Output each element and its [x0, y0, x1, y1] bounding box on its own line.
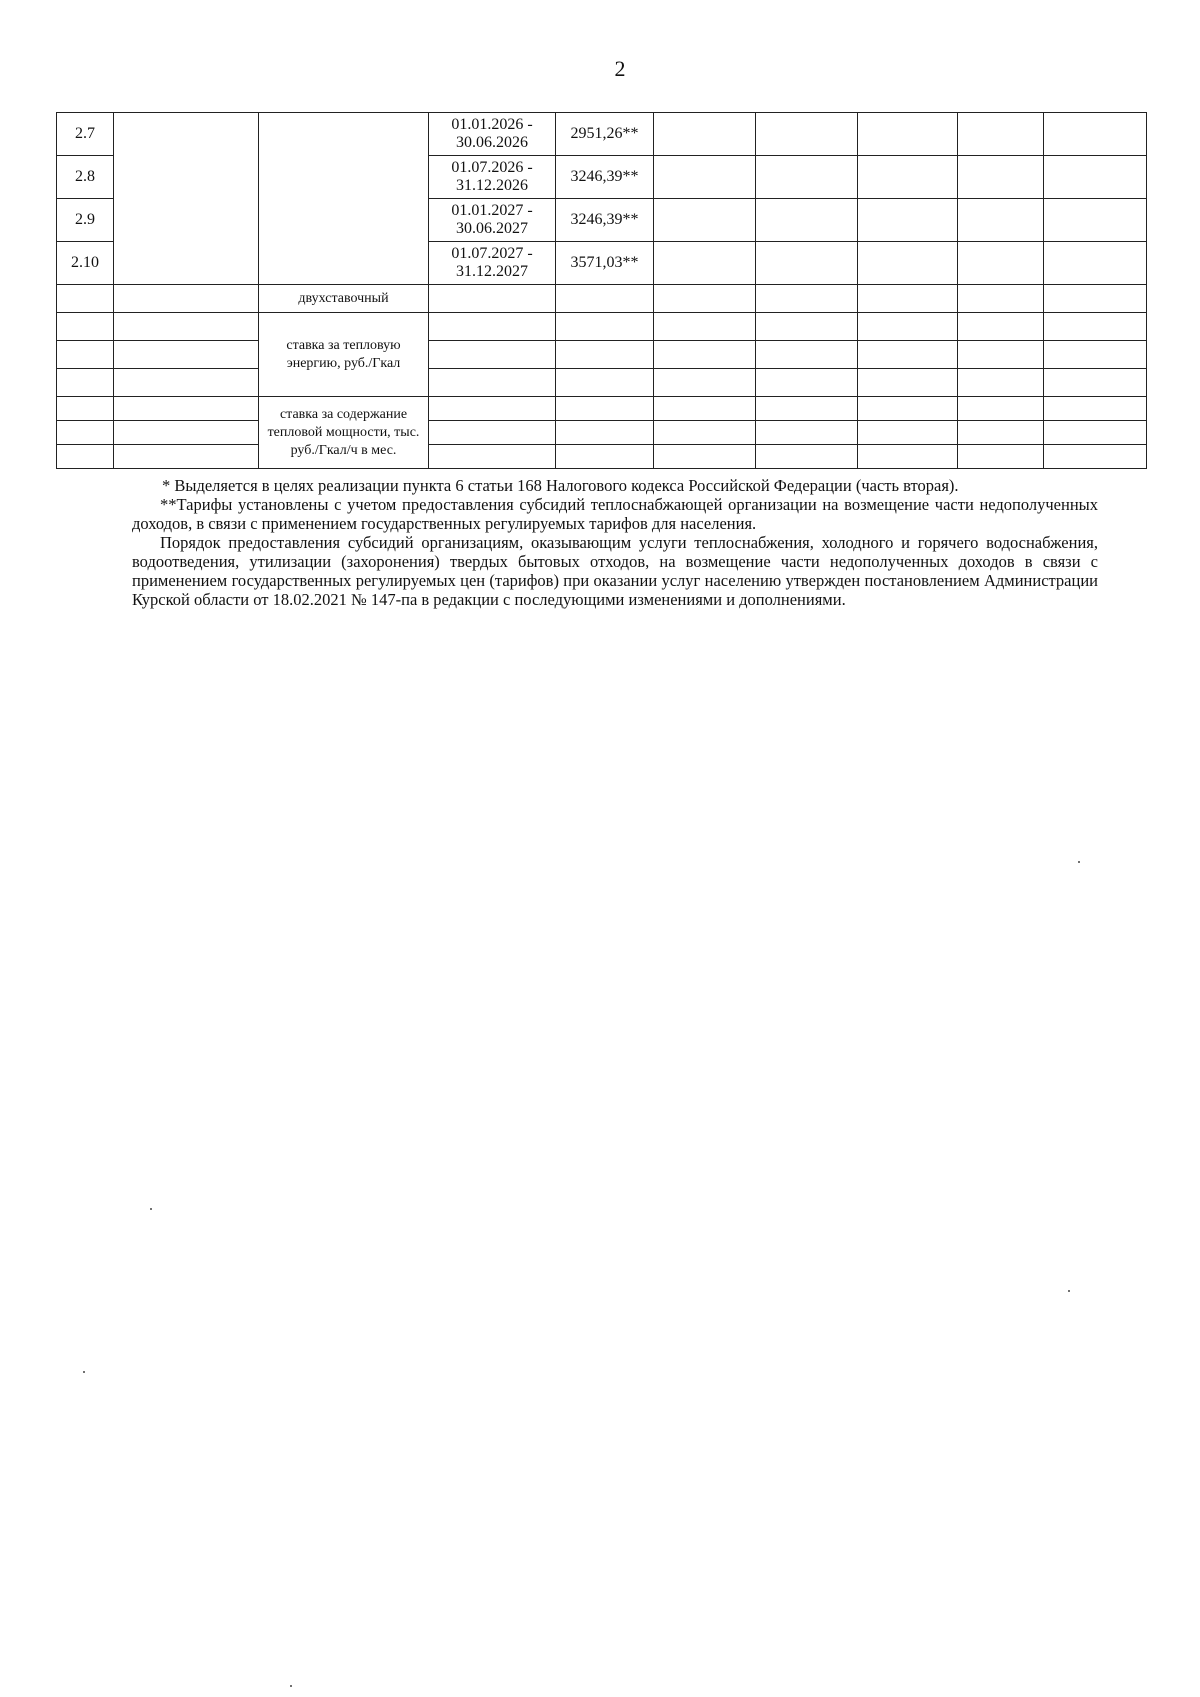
period-cell: 01.07.2026 - 31.12.2026 — [429, 156, 556, 199]
scan-speck — [83, 1371, 85, 1373]
footnote-procedure: Порядок предоставления субсидий организациям, оказывающим услуги теплоснабжения, холодного и горячего водоснабжения, водоотведения, утилизации (захоронения) твердых бытовых отходов, на возмещение части недополученных доходов в связи с применением государственных регулируемых цен (тарифов) при оказании услуг населению утвержден постановлением Администрации Курской области от 18.02.2021 № 147-па в редакции с последующими изменениями и дополнениями. — [132, 533, 1098, 609]
period-cell: 01.07.2027 - 31.12.2027 — [429, 242, 556, 285]
capacity-rate-label: ставка за содержание тепловой мощности, тыс. руб./Гкал/ч в мес. — [259, 397, 429, 469]
empty-cell — [259, 113, 429, 285]
scan-speck — [290, 1685, 292, 1687]
table-row — [57, 113, 1147, 156]
scan-speck — [1068, 1290, 1070, 1292]
footnotes — [132, 476, 1098, 609]
tariff-value: 3571,03** — [556, 242, 654, 285]
empty-cell — [114, 113, 259, 285]
tariff-value: 3246,39** — [556, 199, 654, 242]
footnote-subsidy: **Тарифы установлены с учетом предоставления субсидий теплоснабжающей организации на возмещение части недополученных доходов, в связи с применением государственных регулируемых тарифов для населения. — [132, 495, 1098, 533]
table-row — [57, 445, 1147, 469]
scan-speck — [150, 1208, 152, 1210]
scan-speck — [1078, 861, 1080, 863]
row-number: 2.7 — [57, 113, 114, 156]
table-row — [57, 285, 1147, 313]
tariff-value: 3246,39** — [556, 156, 654, 199]
tariff-table — [56, 112, 1147, 469]
tariff-value: 2951,26** — [556, 113, 654, 156]
energy-rate-label: ставка за тепловую энергию, руб./Гкал — [259, 313, 429, 397]
period-cell: 01.01.2027 - 30.06.2027 — [429, 199, 556, 242]
row-number: 2.9 — [57, 199, 114, 242]
page-number: 2 — [614, 56, 626, 81]
footnote-vat: * Выделяется в целях реализации пункта 6 статьи 168 Налогового кодекса Российской Федерации (часть вторая). — [162, 476, 959, 495]
row-number: 2.8 — [57, 156, 114, 199]
table-row — [57, 369, 1147, 397]
table-row — [57, 421, 1147, 445]
two-part-label: двухставочный — [259, 285, 429, 313]
period-cell: 01.01.2026 - 30.06.2026 — [429, 113, 556, 156]
table-row — [57, 397, 1147, 421]
table-row — [57, 313, 1147, 341]
row-number: 2.10 — [57, 242, 114, 285]
table-row — [57, 341, 1147, 369]
